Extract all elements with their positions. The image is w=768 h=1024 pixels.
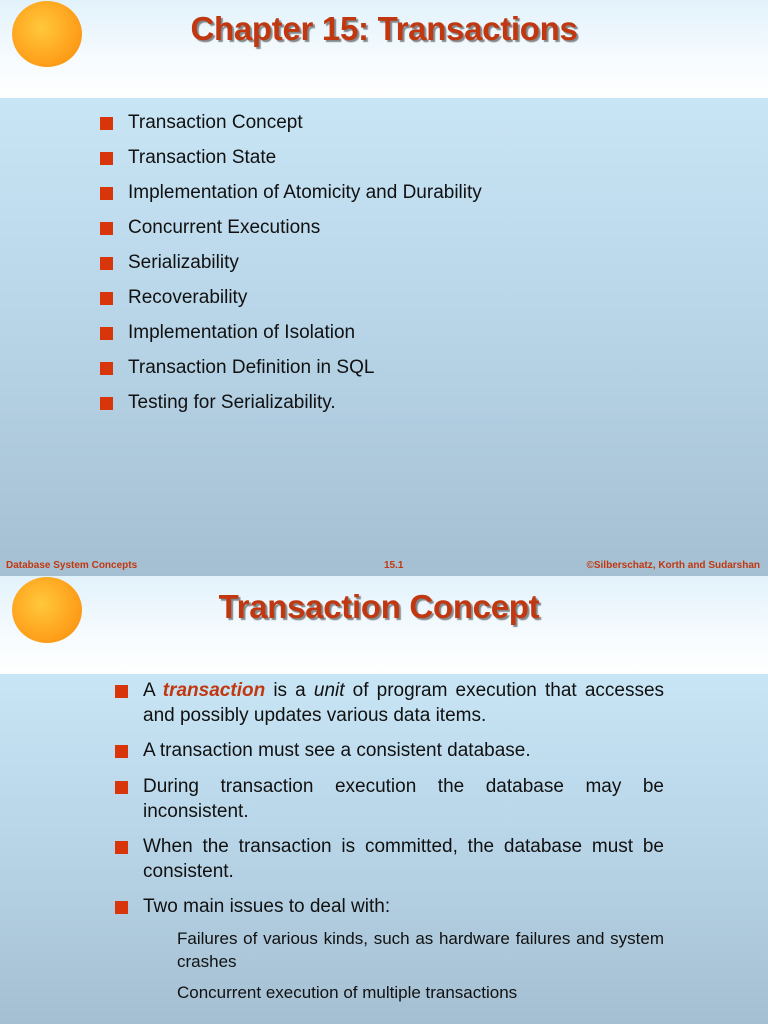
list-item: During transaction execution the database may be inconsistent. [115,774,664,824]
square-bullet-icon [100,327,113,340]
list-item: A transaction must see a consistent database. [115,738,664,763]
list-item: Transaction Definition in SQL [100,355,482,390]
list-item: Implementation of Isolation [100,320,482,355]
concept-list [115,678,664,1004]
square-bullet-icon [100,187,113,200]
list-item: Transaction State [100,145,482,180]
square-bullet-icon [100,222,113,235]
footer-book-title: Database System Concepts [6,560,138,571]
term-unit: unit [313,680,345,701]
list-item: A transaction is a unit of program execution that accesses and possibly updates various data items. [115,678,664,728]
square-bullet-icon [100,397,113,410]
list-item: Implementation of Atomicity and Durability [100,180,482,215]
list-item: Recoverability [100,285,482,320]
slide-2 [0,576,768,1024]
list-item: Two main issues to deal with: [115,894,664,919]
list-item: When the transaction is committed, the database must be consistent. [115,834,664,884]
footer-page-number: 15.1 [384,560,404,571]
square-bullet-icon [115,841,128,854]
slide-footer [0,558,768,576]
list-item: Serializability [100,250,482,285]
topic-list [100,110,482,425]
list-item: Transaction Concept [100,110,482,145]
slide-header [0,576,768,674]
term-transaction: transaction [162,680,266,701]
square-bullet-icon [100,362,113,375]
square-bullet-icon [100,117,113,130]
square-bullet-icon [115,781,128,794]
square-bullet-icon [115,745,128,758]
sub-list-item: Concurrent execution of multiple transactions [177,983,518,1002]
square-bullet-icon [115,901,128,914]
slide-header [0,0,768,98]
square-bullet-icon [115,685,128,698]
sub-list-item: Failures of various kinds, such as hardware failures and system crashes [177,929,664,971]
footer-copyright: ©Silberschatz, Korth and Sudarshan [586,560,760,571]
slide-title: Chapter 15: Transactions [190,10,578,47]
square-bullet-icon [100,292,113,305]
slide-body [0,98,768,576]
slide-title: Transaction Concept [218,588,540,625]
square-bullet-icon [100,152,113,165]
square-bullet-icon [100,257,113,270]
list-item: Concurrent Executions [100,215,482,250]
slide-body [0,674,768,1024]
list-item: Testing for Serializability. [100,390,482,425]
